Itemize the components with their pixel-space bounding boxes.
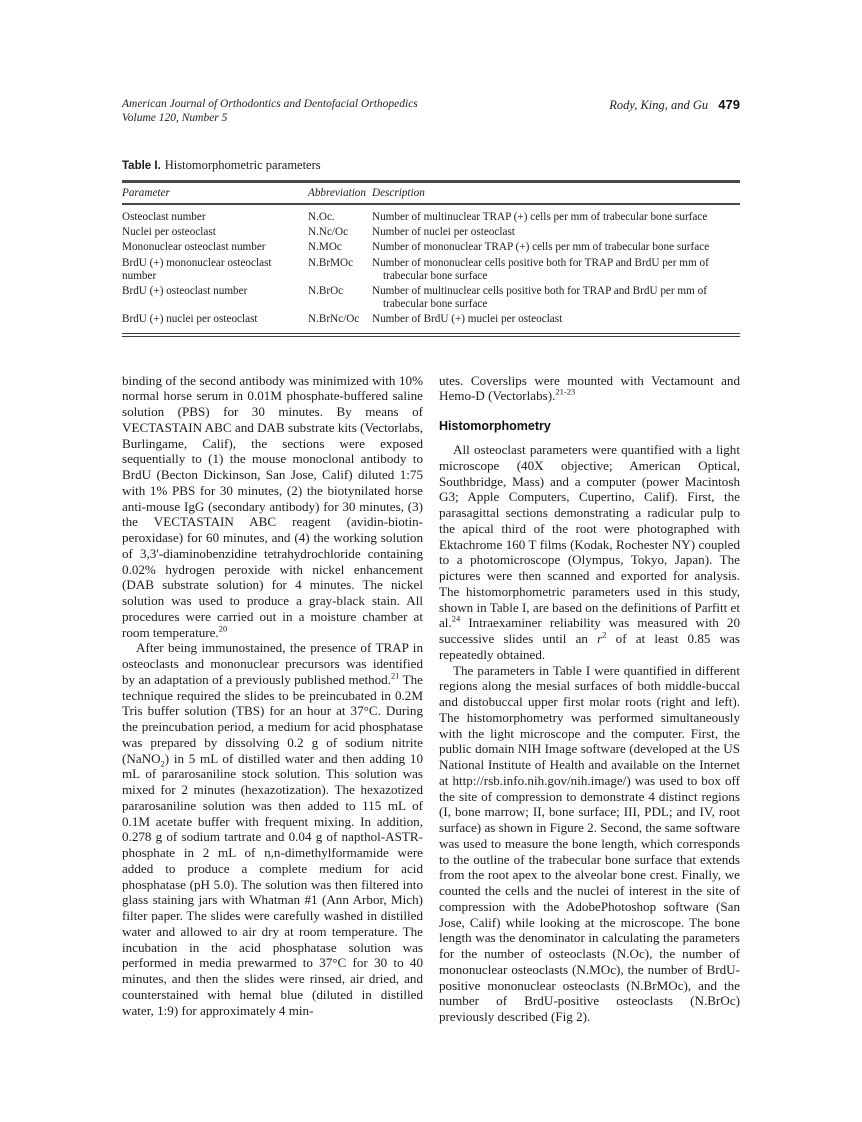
table-caption bbox=[122, 158, 740, 173]
description-cell: Number of mononuclear TRAP (+) cells per mm of trabecular bone surface bbox=[372, 241, 710, 254]
table-row bbox=[122, 256, 740, 284]
description-cell: Number of BrdU (+) muclei per osteoclast bbox=[372, 313, 563, 326]
table-label: Table I. bbox=[122, 160, 161, 172]
article-body bbox=[122, 373, 740, 1025]
parameter-cell: BrdU (+) mononuclear osteoclast number bbox=[122, 256, 272, 282]
table-row bbox=[122, 204, 740, 225]
abbreviation-cell: N.BrOc bbox=[308, 285, 344, 298]
abbreviation-cell: N.Oc. bbox=[308, 211, 335, 223]
parameter-cell: BrdU (+) osteoclast number bbox=[122, 285, 248, 298]
journal-identity bbox=[122, 97, 418, 125]
description-cell: Number of multinuclear TRAP (+) cells per mm of trabecular bone surface bbox=[372, 211, 708, 223]
running-head bbox=[122, 97, 740, 125]
description-cell: Number of mononuclear cells positive both for TRAP and BrdU per mm of trabecular bone surface bbox=[372, 256, 709, 282]
abbreviation-cell: N.Nc/Oc bbox=[308, 226, 349, 239]
abbreviation-cell: N.BrNc/Oc bbox=[308, 313, 360, 326]
journal-issue: Volume 120, Number 5 bbox=[122, 112, 228, 124]
table-row bbox=[122, 225, 740, 240]
running-head-right bbox=[609, 97, 740, 113]
running-authors: Rody, King, and Gu bbox=[609, 98, 709, 112]
text-column-right bbox=[439, 373, 740, 1025]
paragraph: All osteoclast parameters were quantified with a light microscope (40X objective; American Optical, Southbridge, Mass) and a computer (power Macintosh G3; Apple Computers, Cupertino, Calif). First, the parasagittal sections demonstrating a radicular pulp to the apical third of the root were photographed with Ektachrome 160 T films (Kodak, Rochester NY) coupled to a photomicroscope (Olympus, Tokyo, Japan). The pictures were then scanned and exported for analysis. The histomorphometric parameters used in this study, shown in Table I, are based on the definitions of Parfitt et al.$^{24}$ Intraexaminer reliability was measured with 20 successive slides until an $r^2$ of at least 0.85 was repeatedly obtained. bbox=[439, 442, 740, 662]
parameter-cell: Osteoclast number bbox=[122, 211, 206, 223]
paragraph: binding of the second antibody was minimized with 10% normal horse serum in 0.01M phosphate-buffered saline solution (PBS) for 30 minutes. By means of VECTASTAIN ABC and DAB substrate kits (Vectorlabs, Burlingame, Calif), the sections were exposed sequentially to (1) the mouse monoclonal antibody to BrdU (Becton Dickinson, San Jose, Calif) diluted 1:75 with 1% PBS for 30 minutes, (2) the biotynilated horse anti-mouse IgG (secondary antibody) for 30 minutes, (3) the VECTASTAIN ABC reagent (avidin-biotin-peroxidase) for 60 minutes, and (4) the working solution of 3,3'-diaminobenzidine tetrahydrochloride containing 0.02% hydrogen peroxide with nickel enhancement (DAB substrate solution) for 4 minutes. The nickel solution was used to produce a gray-black stain. All procedures were carried out in a moisture chamber at room temperature.$^{20}$ bbox=[122, 372, 423, 640]
parameter-cell: BrdU (+) nuclei per osteoclast bbox=[122, 313, 258, 326]
table-row bbox=[122, 240, 740, 255]
abbreviation-cell: N.MOc bbox=[308, 241, 342, 254]
text-column-left bbox=[122, 373, 423, 1025]
paragraph: After being immunostained, the presence of TRAP in osteoclasts and mononuclear precursors was identified by an adaptation of a previously published method.$^{21}$ The technique required the slides to be preincubated in 0.2M Tris buffer solution (TBS) for an hour at 37°C. During the preincubation period, a medium for acid phosphatase was prepared by dissolving 0.2 g of sodium nitrite (NaNO$_2$) in 5 mL of distilled water and then adding 10 mL of pararosaniline stock solution. This solution was mixed for 2 minutes (hexazotization). The hexazotized pararosaniline solution was then added to 115 mL of 0.1M acetate buffer with frequent mixing. In addition, 0.278 g of sodium tartrate and 0.04 g of napthol-ASTR-phosphate in 2 mL of n,n-dimethylformamide were added to produce a complete medium for acid phosphatase (pH 5.0). The solution was then filtered into glass staining jars with Whatman #1 (Ann Arbor, Mich) filter paper. The slides were carefully washed in distilled water and allowed to air dry at room temperature. The incubation in the acid phosphatase solution was performed in media prewarmed to 37°C for 30 to 40 minutes, and then the slides were rinsed, air dried, and counterstained with hemal blue (diluted in distilled water, 1:9) for approximately 4 min- bbox=[122, 640, 423, 1018]
journal-title: American Journal of Orthodontics and Dentofacial Orthopedics bbox=[122, 98, 418, 110]
table-header-row bbox=[122, 182, 740, 205]
histomorphometric-parameters-table bbox=[122, 180, 740, 337]
paragraph: utes. Coverslips were mounted with Vectamount and Hemo-D (Vectorlabs).$^{21-23}$ bbox=[439, 372, 740, 404]
table-column-header: Description bbox=[372, 182, 740, 205]
table-row bbox=[122, 312, 740, 334]
table-row bbox=[122, 284, 740, 312]
page-content bbox=[122, 97, 740, 1025]
parameter-cell: Mononuclear osteoclast number bbox=[122, 241, 266, 254]
section-heading: Histomorphometry bbox=[439, 419, 551, 434]
abbreviation-cell: N.BrMOc bbox=[308, 256, 354, 269]
table-1-section bbox=[122, 158, 740, 337]
table-title: Histomorphometric parameters bbox=[164, 158, 321, 172]
paragraph: The parameters in Table I were quantified in different regions along the mesial surfaces of both middle-buccal and distobuccal upper first molar roots (right and left). The histomorphometry was performed simultaneously with the light microscope and the computer. First, the public domain NIH Image software (developed at the US National Institute of Health and available on the Internet at http://rsb.info.nih.gov/nih.image/) was used to box off the site of compression to demonstrate 4 distinct regions (I, bone marrow; II, bone surface; III, PDL; and IV, root surface) as shown in Figure 2. Second, the same software was used to measure the bone length, which corresponds to the outline of the trabecular bone surface that extends from the root apex to the alveolar bone crest. Finally, we counted the cells and the nuclei of interest in the site of compression with the AdobePhotoshop software (San Jose, Calif) while looking at the microscope. The bone length was the denominator in calculating the parameters for the number of osteoclasts (N.Oc), the number of mononuclear osteoclasts (N.MOc), the number of BrdU-positive mononuclear osteoclasts (N.BrMOc), and the number of BrdU-positive osteoclasts (N.BrOc) previously described (Fig 2). bbox=[439, 662, 740, 1025]
description-cell: Number of nuclei per osteoclast bbox=[372, 226, 515, 239]
table-column-header: Parameter bbox=[122, 182, 308, 205]
table-column-header: Abbreviation bbox=[308, 182, 372, 205]
description-cell: Number of multinuclear cells positive both for TRAP and BrdU per mm of trabecular bone surface bbox=[372, 285, 707, 311]
parameter-cell: Nuclei per osteoclast bbox=[122, 226, 216, 239]
page-number: 479 bbox=[718, 97, 740, 112]
